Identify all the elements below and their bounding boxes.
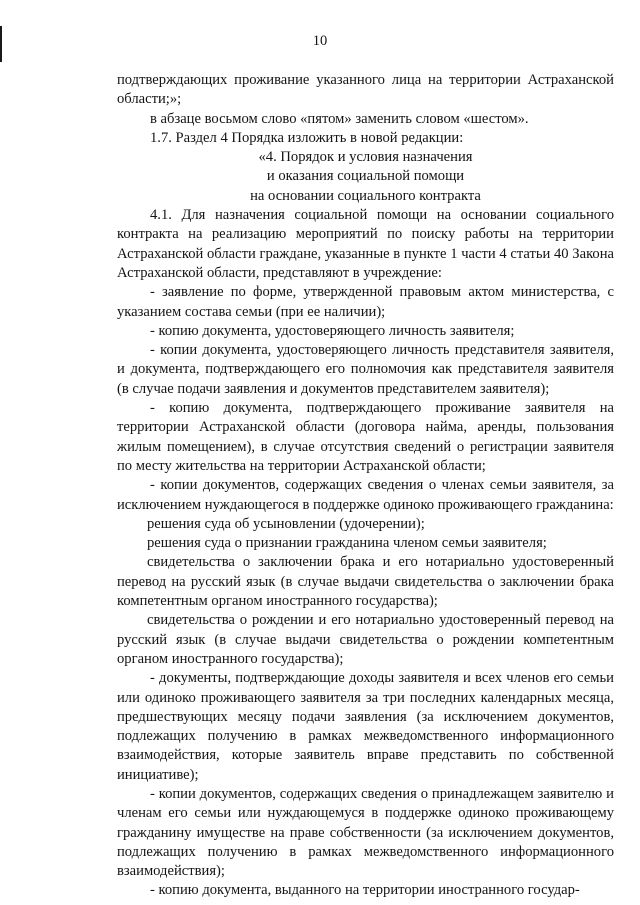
- list-item-residence: - копию документа, подтверждающего проживание заявителя на территории Астраханской области (договора найма, аренды, пользования жилым помещением), в случае отсутствия сведений о регистрации заявителя по месту жительства на территории Астраханской области;: [117, 400, 614, 474]
- list-item-income: - документы, подтверждающие доходы заявителя и всех членов его семьи или одиноко проживающего заявителя за три последних календарных месяца, предшествующих месяцу подачи заявления (за исключением документов, подлежащих получению в рамках межведомственного информационного взаимодействия, которые заявитель вправе представить по собственной инициативе);: [117, 670, 614, 783]
- list-item-family-docs: - копии документов, содержащих сведения о членах семьи заявителя, за исключением нуждающегося в поддержке одиноко проживающего гражданина:: [117, 477, 614, 513]
- sub-item-marriage: свидетельства о заключении брака и его нотариально удостоверенный перевод на русский язык (в случае выдачи свидетельства о заключении брака компетентным органом иностранного государства);: [117, 554, 614, 610]
- paragraph-amendment: в абзаце восьмом слово «пятом» заменить словом «шестом».: [150, 110, 529, 127]
- list-item-identity-copy: - копию документа, удостоверяющего личность заявителя;: [150, 322, 515, 339]
- document-body: [117, 71, 614, 901]
- sub-item-adoption: решения суда об усыновлении (удочерении);: [147, 515, 425, 532]
- page-number: 10: [312, 33, 328, 49]
- section-heading-line-3: на основании социального контракта: [250, 187, 481, 204]
- paragraph-clause-1-7: 1.7. Раздел 4 Порядка изложить в новой редакции:: [150, 129, 464, 146]
- sub-item-birth: свидетельства о рождении и его нотариально удостоверенный перевод на русский язык (в случае выдачи свидетельства о рождении компетентным органом иностранного государства);: [117, 612, 614, 667]
- list-item-foreign-doc: - копию документа, выданного на территории иностранного государ-: [150, 882, 580, 899]
- section-heading-line-2: и оказания социальной помощи: [266, 168, 465, 185]
- sub-item-family-recognition: решения суда о признании гражданина членом семьи заявителя;: [147, 535, 547, 552]
- paragraph-continuation: подтверждающих проживание указанного лица на территории Астраханской области;»;: [117, 72, 614, 108]
- section-heading-line-1: «4. Порядок и условия назначения: [258, 149, 473, 166]
- list-item-representative: - копии документа, удостоверяющего личность представителя заявителя, и документа, подтверждающего его полномочия как представителя заявителя (в случае подачи заявления и документов представителем заявителя);: [117, 342, 614, 397]
- list-item-application: - заявление по форме, утвержденной правовым актом министерства, с указанием состава семьи (при ее наличии);: [117, 284, 614, 320]
- list-item-property: - копии документов, содержащих сведения о принадлежащем заявителю и членам его семьи или нуждающемуся в поддержке одиноко проживающему гражданину имуществе на праве собственности (за исключением документов, подлежащих получению в рамках межведомственного информационного взаимодействия);: [117, 785, 614, 880]
- paragraph-clause-4-1: 4.1. Для назначения социальной помощи на основании социального контракта на реализацию мероприятий по поиску работы на территории Астраханской области граждане, указанные в пункте 1 части 4 статьи 40 Закона Астраханской области, представляют в учреждение:: [117, 207, 614, 281]
